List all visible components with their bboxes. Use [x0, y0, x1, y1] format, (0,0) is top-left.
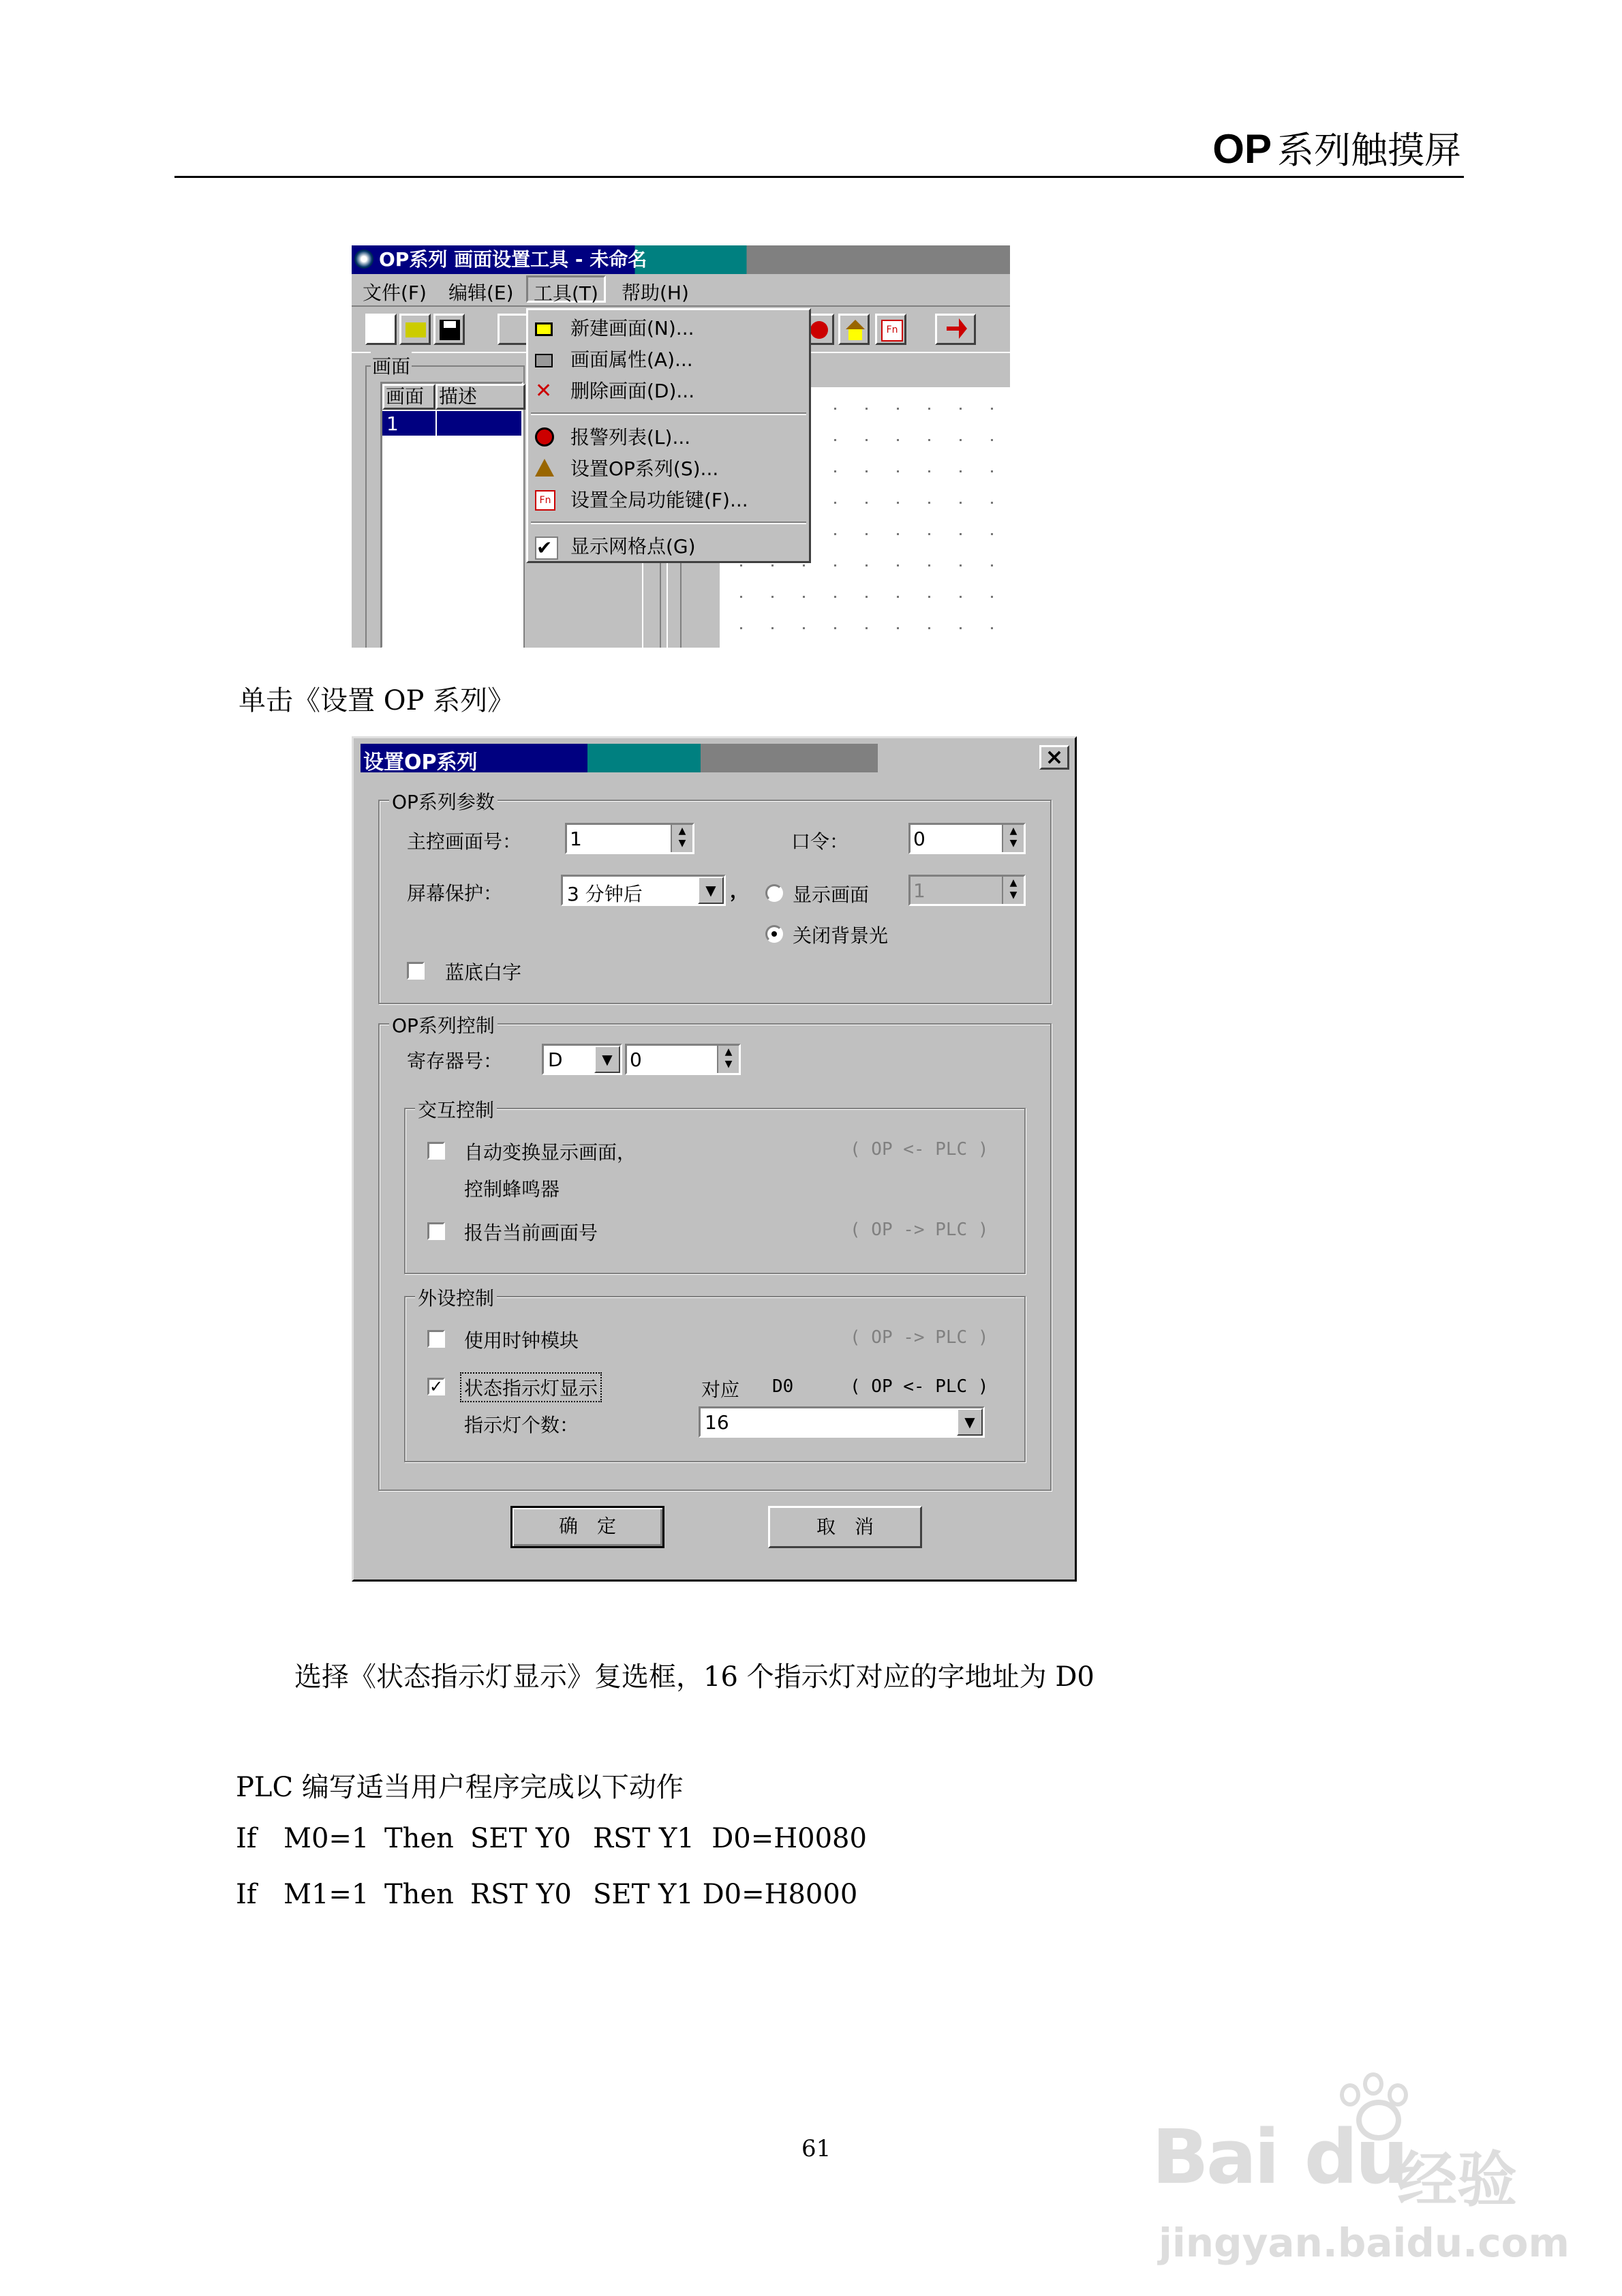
close-glyph: ×: [1045, 744, 1064, 770]
grid-dot: [991, 627, 993, 629]
corresponds-register: D0: [772, 1376, 794, 1397]
code-action-1: RST Y0: [470, 1879, 572, 1910]
group-op-params: [378, 791, 1052, 1004]
caption-setup-op: 单击《设置 OP 系列》: [239, 685, 515, 716]
register-type-select[interactable]: [542, 1044, 622, 1075]
body-line-2: PLC 编写适当用户程序完成以下动作: [236, 1772, 684, 1803]
menu-help[interactable]: 帮助(H): [622, 282, 689, 304]
menu-edit[interactable]: 编辑(E): [448, 282, 514, 304]
grid-dot: [834, 439, 836, 441]
grid-dot: [803, 564, 805, 567]
grid-dot: [771, 596, 774, 598]
cut-icon[interactable]: [498, 314, 529, 345]
clock-module-direction: ( OP -> PLC ): [850, 1327, 989, 1348]
group-peripheral-label: 外设控制: [415, 1284, 497, 1311]
menu-item-setup-op[interactable]: [528, 453, 809, 485]
menu-item-label: 删除画面(D)...: [570, 380, 695, 402]
page-number: 61: [801, 2135, 831, 2162]
screen-panel: [365, 355, 525, 648]
menu-file[interactable]: 文件(F): [363, 282, 427, 304]
spinner-arrows-icon[interactable]: ▲ ▼: [1002, 877, 1024, 904]
screen-row[interactable]: [382, 411, 521, 436]
menu-item-label: 报警列表(L)...: [570, 426, 691, 449]
grid-dot: [960, 627, 962, 629]
body-line-1: 选择《状态指示灯显示》复选框，16 个指示灯对应的字地址为 D0: [294, 1661, 1095, 1693]
grid-dot: [960, 470, 962, 472]
code-line-1: [236, 1823, 1122, 1864]
watermark-brand-du: du: [1304, 2113, 1406, 2201]
menu-item-label: 画面属性(A)...: [570, 348, 693, 371]
grid-dot: [866, 627, 868, 629]
menu-item-alarm-list[interactable]: [528, 422, 809, 453]
header-rule: [174, 176, 1464, 178]
cancel-button[interactable]: [768, 1506, 922, 1548]
grid-dot: [960, 596, 962, 598]
grid-dot: [897, 596, 899, 598]
tools-dropdown-menu: [526, 308, 811, 563]
main-screen-value: 1: [570, 828, 582, 850]
screen-row-divider: [435, 411, 437, 436]
fn-toolbar-icon[interactable]: Fn: [875, 314, 906, 345]
spinner-arrows-icon[interactable]: ▲ ▼: [1002, 825, 1024, 852]
grid-dot: [866, 470, 868, 472]
grid-dot: [866, 533, 868, 535]
clock-module-label: 使用时钟模块: [464, 1329, 579, 1352]
grid-dot: [928, 470, 930, 472]
checkmark-icon: ✔: [535, 537, 558, 560]
group-peripheral: [404, 1287, 1026, 1462]
dialog-title-bar: [361, 744, 1069, 772]
grid-dot: [740, 596, 742, 598]
auto-switch-label: 自动变换显示画面，: [464, 1141, 637, 1164]
status-light-label: 状态指示灯显示: [460, 1372, 602, 1402]
register-type-value: D: [548, 1048, 563, 1071]
code-action-1: SET Y0: [470, 1823, 571, 1854]
grid-dot: [834, 596, 836, 598]
grid-dot: [834, 470, 836, 472]
chevron-down-icon[interactable]: ▼: [957, 1408, 983, 1436]
open-folder-icon[interactable]: [399, 314, 431, 345]
header-title-bold: OP: [1212, 126, 1272, 172]
grid-dot: [960, 533, 962, 535]
alarm-clock-icon: [535, 427, 554, 447]
grid-dot: [897, 627, 899, 629]
dialog-title: 设置OP系列: [363, 751, 478, 774]
report-screen-direction: ( OP -> PLC ): [850, 1220, 989, 1240]
clock-module-checkbox[interactable]: [427, 1330, 445, 1348]
password-label: 口令：: [791, 830, 849, 853]
grid-dot: [771, 627, 774, 629]
ok-button-label: 确 定: [558, 1515, 616, 1537]
app-logo-icon: [354, 250, 373, 269]
radio-backlight-off[interactable]: [765, 925, 783, 943]
register-number-spinner[interactable]: [625, 1044, 741, 1075]
blue-white-checkbox[interactable]: [407, 962, 425, 980]
grid-dot: [897, 439, 899, 441]
grid-dot: [960, 564, 962, 567]
auto-switch-direction: ( OP <- PLC ): [850, 1139, 989, 1160]
menu-separator: [531, 412, 806, 415]
grid-dot: [991, 596, 993, 598]
house-icon: [535, 459, 554, 477]
screen-row-number: 1: [386, 412, 399, 435]
setup-op-dialog: [352, 736, 1077, 1582]
grid-dot: [928, 439, 930, 441]
chevron-down-icon[interactable]: ▼: [594, 1046, 620, 1073]
close-icon[interactable]: [1039, 745, 1069, 770]
grid-dot: [897, 564, 899, 567]
menu-item-label: 设置全局功能键(F)...: [570, 489, 748, 511]
grid-dot: [866, 502, 868, 504]
code-action-2: SET Y1 D0=H8000: [593, 1879, 858, 1910]
menu-item-label: 显示网格点(G): [570, 535, 696, 558]
ok-button[interactable]: [510, 1506, 664, 1548]
grid-dot: [834, 627, 836, 629]
grid-dot: [928, 533, 930, 535]
watermark-url: jingyan.baidu.com: [1159, 2220, 1570, 2266]
grid-dot: [991, 564, 993, 567]
grid-dot: [928, 564, 930, 567]
grid-dot: [834, 408, 836, 410]
corresponds-label: 对应: [701, 1378, 740, 1401]
group-interactive: [404, 1099, 1026, 1274]
spinner-arrows-icon[interactable]: ▲ ▼: [717, 1046, 739, 1073]
screen-saver-value: 3 分钟后: [567, 883, 643, 905]
code-if: If: [236, 1879, 257, 1910]
main-screen-label: 主控画面号：: [407, 830, 522, 853]
app-title: OP系列 画面设置工具 - 未命名: [379, 248, 647, 271]
report-screen-checkbox[interactable]: [427, 1222, 445, 1240]
grid-dot: [740, 564, 742, 567]
group-op-control-label: OP系列控制: [389, 1011, 498, 1038]
page-header: [1212, 121, 1461, 174]
chevron-down-icon[interactable]: ▼: [698, 877, 724, 904]
watermark-suffix: 经验: [1397, 2145, 1518, 2215]
code-line-2: [236, 1879, 1122, 1920]
main-screen-spinner[interactable]: [565, 823, 694, 854]
auto-switch-checkbox[interactable]: [427, 1142, 445, 1160]
menu-item-label: 设置OP系列(S)...: [570, 457, 719, 480]
new-file-icon[interactable]: [365, 314, 397, 345]
grid-dot: [897, 408, 899, 410]
header-title: 系列触摸屏: [1277, 129, 1461, 172]
fn-key-icon: Fn: [535, 490, 555, 511]
report-screen-label: 报告当前画面号: [464, 1222, 598, 1244]
grid-dot: [834, 502, 836, 504]
code-condition: M1=1: [284, 1879, 369, 1910]
menu-item-global-keys[interactable]: [528, 485, 809, 516]
blue-white-label: 蓝底白字: [445, 961, 522, 984]
new-screen-icon: [535, 322, 553, 336]
screen-panel-label: 画面: [371, 352, 412, 379]
watermark-brand-bai: Bai: [1152, 2113, 1277, 2201]
password-value: 0: [913, 828, 925, 850]
code-then: Then: [384, 1823, 454, 1854]
grid-dot: [866, 596, 868, 598]
grid-dot: [834, 533, 836, 535]
save-icon[interactable]: [433, 314, 465, 345]
menu-bar: [352, 274, 1010, 303]
menu-item-delete-screen[interactable]: [528, 376, 809, 407]
cancel-button-label: 取 消: [816, 1515, 874, 1538]
code-action-2: RST Y1 D0=H0080: [593, 1823, 867, 1854]
register-number-value: 0: [630, 1048, 642, 1071]
watermark-brand: [1152, 2113, 1406, 2201]
status-light-checkbox[interactable]: ✓: [427, 1378, 445, 1395]
code-condition: M0=1: [284, 1823, 369, 1854]
password-spinner[interactable]: [908, 823, 1026, 854]
col-header-screen[interactable]: 画面: [382, 384, 435, 410]
grid-dot: [991, 470, 993, 472]
light-count-select[interactable]: [699, 1406, 985, 1438]
auto-switch-label-2: 控制蜂鸣器: [464, 1178, 560, 1200]
spinner-arrows-icon[interactable]: ▲ ▼: [671, 825, 692, 852]
grid-dot: [866, 439, 868, 441]
export-toolbar-icon[interactable]: [935, 314, 976, 345]
status-light-direction: ( OP <- PLC ): [850, 1376, 989, 1397]
screen-properties-icon: [535, 354, 553, 367]
saver-comma: ，: [730, 879, 750, 902]
grid-dot: [960, 502, 962, 504]
code-if: If: [236, 1823, 257, 1854]
grid-dot: [960, 439, 962, 441]
group-op-params-label: OP系列参数: [389, 787, 498, 815]
code-then: Then: [384, 1879, 454, 1910]
house-toolbar-icon[interactable]: [838, 314, 870, 345]
grid-dot: [960, 408, 962, 410]
grid-dot: [897, 470, 899, 472]
grid-dot: [928, 627, 930, 629]
grid-dot: [803, 627, 805, 629]
baidu-watermark: [1152, 2072, 1570, 2277]
radio-show-screen-label: 显示画面: [793, 883, 870, 906]
screen-saver-select[interactable]: [561, 875, 726, 906]
grid-dot: [991, 439, 993, 441]
grid-dot: [803, 596, 805, 598]
screen-saver-label: 屏幕保护：: [407, 882, 503, 905]
menu-item-label: 新建画面(N)...: [570, 317, 694, 339]
grid-dot: [834, 564, 836, 567]
radio-backlight-off-label: 关闭背景光: [793, 924, 889, 947]
grid-dot: [897, 533, 899, 535]
grid-dot: [866, 564, 868, 567]
grid-dot: [740, 627, 742, 629]
app-title-bar: [352, 245, 1010, 274]
show-screen-spinner[interactable]: [908, 875, 1026, 906]
app-window: [352, 245, 1010, 648]
menu-item-screen-properties[interactable]: [528, 344, 809, 376]
show-screen-value: 1: [913, 879, 925, 902]
col-header-desc[interactable]: 描述: [435, 384, 525, 410]
grid-dot: [991, 408, 993, 410]
light-count-value: 16: [705, 1411, 729, 1434]
menu-item-show-grid[interactable]: [528, 531, 809, 562]
grid-dot: [928, 596, 930, 598]
delete-screen-icon: ✕: [535, 379, 553, 403]
grid-dot: [928, 502, 930, 504]
grid-dot: [866, 408, 868, 410]
group-interactive-label: 交互控制: [415, 1096, 497, 1123]
radio-show-screen[interactable]: [765, 884, 783, 902]
grid-dot: [991, 533, 993, 535]
menu-item-new-screen[interactable]: [528, 313, 809, 344]
grid-dot: [928, 408, 930, 410]
menu-separator: [531, 522, 806, 524]
screen-list[interactable]: [380, 382, 523, 648]
menu-tools[interactable]: 工具(T): [526, 275, 606, 303]
grid-dot: [991, 502, 993, 504]
group-op-control: [378, 1014, 1052, 1491]
grid-dot: [771, 564, 774, 567]
register-label: 寄存器号：: [407, 1050, 503, 1072]
grid-dot: [897, 502, 899, 504]
light-count-label: 指示灯个数：: [464, 1414, 579, 1436]
